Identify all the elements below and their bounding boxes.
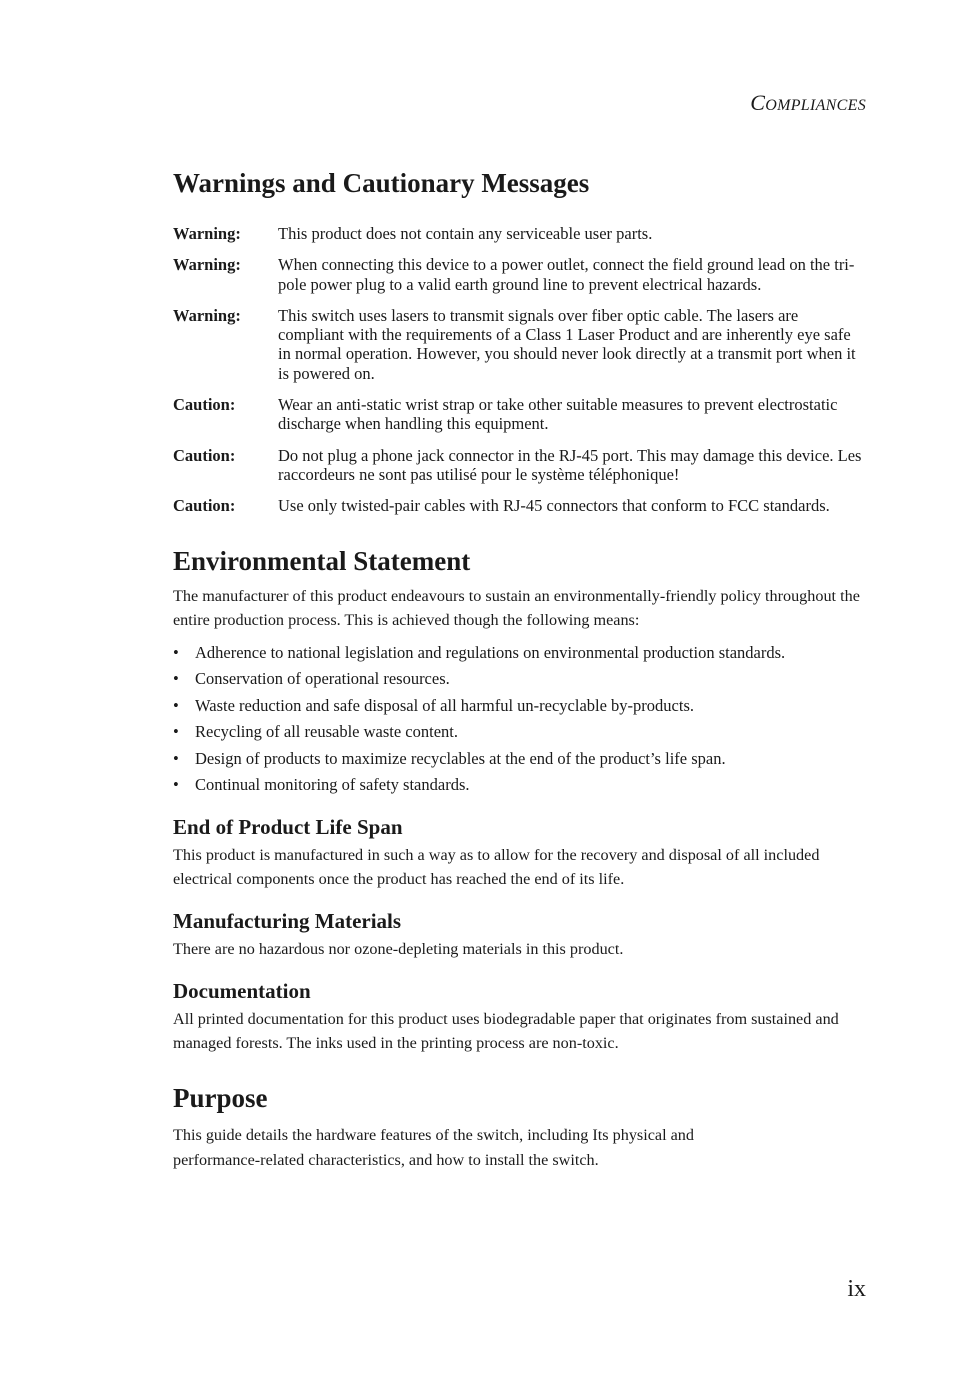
note-row [173,496,865,515]
list-item: • Continual monitoring of safety standards. [173,772,865,799]
note-text: Use only twisted-pair cables with RJ-45 connectors that conform to FCC standards. [278,496,830,516]
subsection-documentation [173,977,865,1055]
note-row [173,395,865,434]
subsection-materials [173,907,865,961]
page-content [173,166,865,1173]
note-text: This switch uses lasers to transmit signals over fiber optic cable. The lasers are compliant with the requirements of a Class 1 Laser Product and are inherently eye safe in normal operation. However, you should never look directly at a transmit port when it is powered on. [278,305,856,383]
subsection-end-of-life [173,813,865,891]
running-header-rest: OMPLIANCES [765,97,866,114]
subsection-heading: Manufacturing Materials [173,908,402,933]
note-row [173,306,865,383]
warnings-section [173,166,865,516]
purpose-section [173,1081,865,1173]
environmental-heading: Environmental Statement [173,545,471,576]
note-text: Do not plug a phone jack connector in the RJ-45 port. This may damage this device. Les raccordeurs ne sont pas utilisé pour le système téléphonique! [278,445,862,484]
note-label: Warning: [173,224,241,243]
note-label: Warning: [173,305,241,325]
purpose-heading: Purpose [173,1082,268,1113]
note-label: Warning: [173,255,241,275]
subsection-heading: Documentation [173,978,311,1003]
environmental-intro: The manufacturer of this product endeavours to sustain an environmentally-friendly policy throughout the entire production process. This is achieved though the following means: [173,586,860,629]
note-label: Caution: [173,395,236,415]
subsection-heading: End of Product Life Span [173,814,403,839]
environmental-bullet-list [173,640,865,799]
list-item: • Waste reduction and safe disposal of all harmful un-recyclable by-products. [173,693,865,720]
note-row [173,224,865,243]
note-label: Caution: [173,496,236,516]
subsection-text: All printed documentation for this product uses biodegradable paper that originates from sustained and managed forests. The inks used in the printing process are non-toxic. [173,1009,839,1052]
list-item: • Recycling of all reusable waste content. [173,719,865,746]
purpose-text: This guide details the hardware features of the switch, including Its physical and performance-related characteristics, and how to install the switch. [173,1125,694,1169]
subsection-text: There are no hazardous nor ozone-depleting materials in this product. [173,939,624,958]
subsection-text: This product is manufactured in such a way as to allow for the recovery and disposal of all included electrical components once the product has reached the end of its life. [173,845,820,888]
page-number: ix [847,1276,866,1302]
running-header-initial: C [750,90,766,115]
list-item: • Conservation of operational resources. [173,666,865,693]
warnings-heading: Warnings and Cautionary Messages [173,168,590,198]
note-text: When connecting this device to a power outlet, connect the field ground lead on the tri-pole power plug to a valid earth ground line to prevent electrical hazards. [278,255,855,294]
running-header [750,90,866,116]
list-item: • Design of products to maximize recyclables at the end of the product’s life span. [173,746,865,773]
note-label: Caution: [173,445,236,465]
note-row [173,446,865,485]
environmental-section [173,544,865,1055]
note-text: Wear an anti-static wrist strap or take other suitable measures to prevent electrostatic discharge when handling this equipment. [278,395,838,434]
warning-notes [173,224,865,516]
list-item: • Adherence to national legislation and regulations on environmental production standards. [173,640,865,667]
note-row [173,255,865,294]
note-text: This product does not contain any serviceable user parts. [278,224,653,243]
